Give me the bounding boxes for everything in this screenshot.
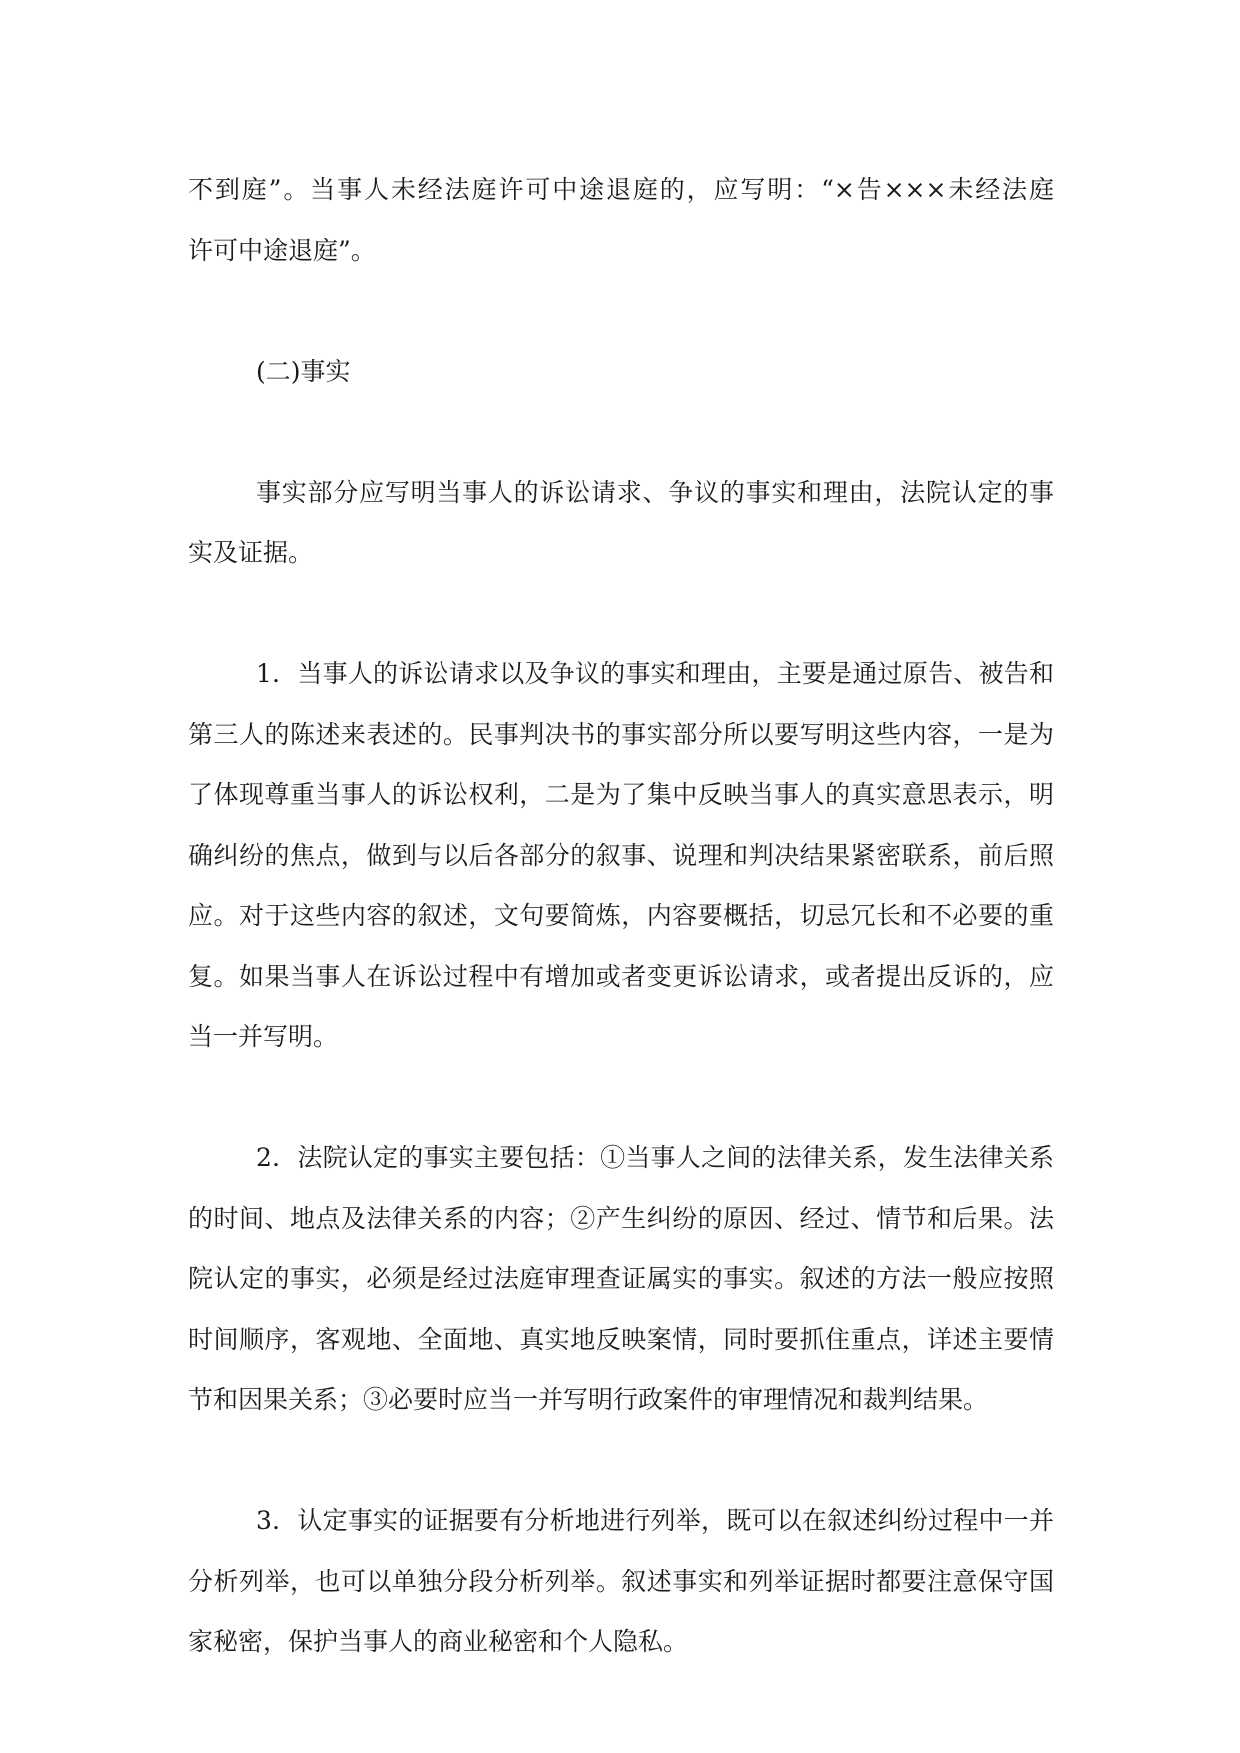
text-line: 应。对于这些内容的叙述，文句要简炼，内容要概括，切忌冗长和不必要的重 [188, 901, 1054, 930]
text-line: 时间顺序，客观地、全面地、真实地反映案情，同时要抓住重点，详述主要情 [188, 1324, 1054, 1354]
text-line: 事实部分应写明当事人的诉讼请求、争议的事实和理由，法院认定的事 [256, 477, 1054, 507]
paragraph-item-3 [188, 1491, 1054, 1673]
paragraph-continuation [188, 160, 1054, 281]
text-line: 当一并写明。 [188, 1022, 339, 1051]
text-line: 院认定的事实，必须是经过法庭审理查证属实的事实。叙述的方法一般应按照 [188, 1264, 1054, 1293]
text-line: 的时间、地点及法律关系的内容；②产生纠纷的原因、经过、情节和后果。法 [188, 1203, 1054, 1233]
paragraph-facts-intro [188, 463, 1054, 584]
text-line: 家秘密，保护当事人的商业秘密和个人隐私。 [188, 1627, 689, 1656]
text-line: 许可中途退庭”。 [188, 235, 376, 265]
section-heading-facts [188, 342, 1054, 403]
text-line: 了体现尊重当事人的诉讼权利，二是为了集中反映当事人的真实意思表示，明 [188, 780, 1054, 809]
heading-text: (二)事实 [256, 356, 351, 386]
text-line: 3．认定事实的证据要有分析地进行列举，既可以在叙述纠纷过程中一并 [256, 1506, 1054, 1535]
text-line: 2．法院认定的事实主要包括：①当事人之间的法律关系，发生法律关系 [256, 1143, 1054, 1172]
text-line: 不到庭”。当事人未经法庭许可中途退庭的，应写明：“×告×××未经法庭 [188, 175, 1054, 204]
document-body [188, 160, 1054, 1673]
paragraph-item-1 [188, 644, 1054, 1068]
text-line: 第三人的陈述来表述的。民事判决书的事实部分所以要写明这些内容，一是为 [188, 719, 1054, 749]
text-line: 实及证据。 [188, 538, 314, 567]
text-line: 分析列举，也可以单独分段分析列举。叙述事实和列举证据时都要注意保守国 [188, 1566, 1054, 1596]
text-line: 节和因果关系；③必要时应当一并写明行政案件的审理情况和裁判结果。 [188, 1385, 989, 1414]
text-line: 复。如果当事人在诉讼过程中有增加或者变更诉讼请求，或者提出反诉的，应 [188, 961, 1054, 991]
text-line: 1．当事人的诉讼请求以及争议的事实和理由，主要是通过原告、被告和 [256, 659, 1054, 688]
paragraph-item-2 [188, 1128, 1054, 1431]
text-line: 确纠纷的焦点，做到与以后各部分的叙事、说理和判决结果紧密联系，前后照 [188, 840, 1054, 870]
